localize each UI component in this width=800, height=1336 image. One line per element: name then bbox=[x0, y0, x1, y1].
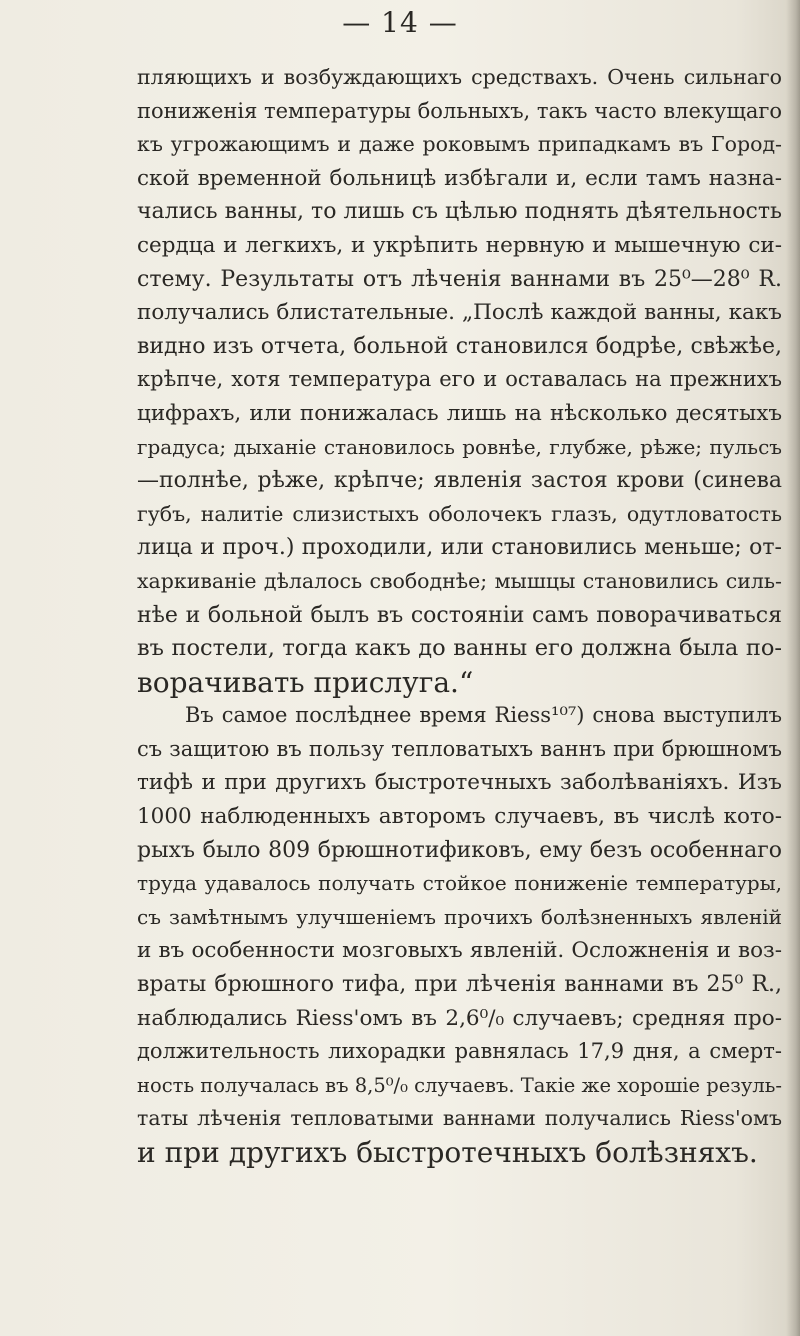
text-line: чались ванны, то лишь съ цѣлью поднять дѣятельность bbox=[137, 199, 782, 225]
text-line: ность получалась въ 8,5⁰/₀ случаевъ. Такіе же хорошіе резуль- bbox=[137, 1073, 783, 1097]
text-line: градуса; дыханіе становилось ровнѣе, глубже, рѣже; пульсъ bbox=[137, 434, 782, 459]
text-line: въ постели, тогда какъ до ванны его должна была по- bbox=[137, 635, 782, 662]
text-line: и въ особенности мозговыхъ явленій. Осложненія и воз- bbox=[137, 938, 782, 964]
text-line: сердца и легкихъ, и укрѣпить нервную и мышечную си- bbox=[137, 232, 782, 258]
page-number: — 14 — bbox=[342, 6, 458, 39]
text-line: нѣе и больной былъ въ состояніи самъ поворачиваться bbox=[137, 602, 782, 628]
text-line: цифрахъ, или понижалась лишь на нѣсколько десятыхъ bbox=[137, 400, 782, 426]
paragraph-end-line: ворачивать прислуга.“ bbox=[137, 665, 474, 699]
text-line: наблюдались Riess'омъ въ 2,6⁰/₀ случаевъ; средняя про- bbox=[137, 1005, 782, 1031]
text-line: должительность лихорадки равнялась 17,9 дня, а смерт- bbox=[137, 1039, 782, 1064]
text-line: стему. Результаты отъ лѣченія ваннами въ 25⁰—28⁰ R. bbox=[137, 266, 782, 292]
text-line: съ замѣтнымъ улучшеніемъ прочихъ болѣзненныхъ явленій bbox=[137, 904, 782, 929]
text-line: труда удавалось получать стойкое пониженіе температуры, bbox=[137, 871, 782, 896]
text-line: крѣпче, хотя температура его и оставалась на прежнихъ bbox=[137, 367, 782, 392]
body-text bbox=[137, 61, 782, 1170]
page-edge-shadow bbox=[786, 0, 800, 1336]
paragraph-end-line: и при другихъ быстротечныхъ болѣзняхъ. bbox=[137, 1136, 758, 1169]
text-line: пляющихъ и возбуждающихъ средствахъ. Очень сильнаго bbox=[137, 65, 782, 89]
text-line: видно изъ отчета, больной становился бодрѣе, свѣжѣе, bbox=[137, 333, 782, 359]
text-line: съ защитою въ пользу тепловатыхъ ваннъ при брюшномъ bbox=[137, 736, 782, 761]
text-line: харкиваніе дѣлалось свободнѣе; мышцы становились силь- bbox=[137, 568, 782, 593]
text-line: враты брюшного тифа, при лѣченія ваннами въ 25⁰ R., bbox=[137, 972, 782, 998]
text-line: лица и проч.) проходили, или становились меньше; от- bbox=[137, 535, 782, 561]
text-line: получались блистательные. „Послѣ каждой ванны, какъ bbox=[137, 300, 782, 326]
text-line: —полнѣе, рѣже, крѣпче; явленія застоя крови (синева bbox=[137, 468, 782, 494]
paragraph-start-line: Въ самое послѣднее время Riess¹⁰⁷) снова выступилъ bbox=[185, 703, 782, 728]
text-line: 1000 наблюденныхъ авторомъ случаевъ, въ числѣ кото- bbox=[137, 804, 782, 830]
text-line: тифѣ и при другихъ быстротечныхъ заболѣваніяхъ. Изъ bbox=[137, 770, 782, 796]
text-line: къ угрожающимъ и даже роковымъ припадкамъ въ Город- bbox=[137, 132, 782, 157]
text-line: губъ, налитіе слизистыхъ оболочекъ глазъ, одутловатость bbox=[137, 501, 782, 526]
text-line: пониженія температуры больныхъ, такъ часто влекущаго bbox=[137, 98, 783, 123]
text-line: рыхъ было 809 брюшнотификовъ, ему безъ особеннаго bbox=[137, 837, 782, 863]
text-line: ской временной больницѣ избѣгали и, если тамъ назна- bbox=[137, 165, 782, 191]
text-line: таты лѣченія тепловатыми ваннами получались Riess'омъ bbox=[137, 1106, 782, 1131]
